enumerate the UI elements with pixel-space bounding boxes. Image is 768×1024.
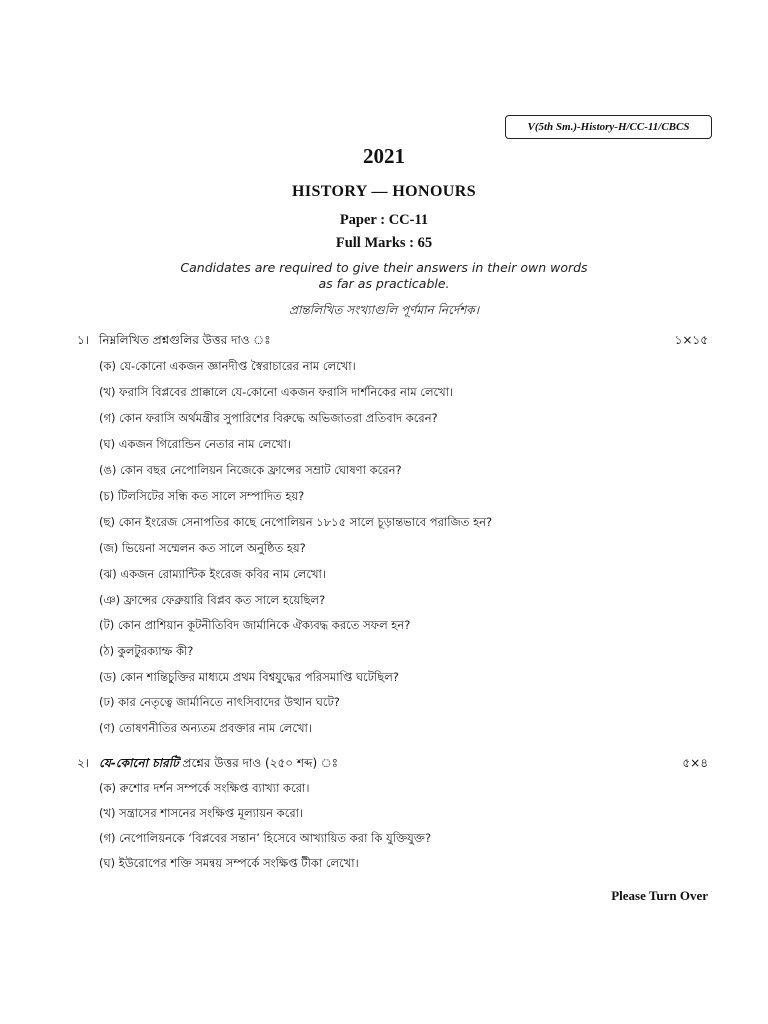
q1-item: (ট) কোন প্রাশিয়ান কূটনীতিবিদ জার্মানিকে ঐক্যবদ্ধ করতে সফল হন? [99,618,411,632]
q1-item: (চ) টিলসিটের সন্ধি কত সালে সম্পাদিত হয়? [99,489,305,503]
q1-item: (ঘ) একজন গিরোন্ডিন নেতার নাম লেখো। [99,437,292,451]
question-2-emphasis: যে-কোনো চারটি [99,756,179,770]
q1-item: (ড) কোন শান্তিচুক্তির মাধ্যমে প্রথম বিশ্বযুদ্ধের পরিসমাপ্তি ঘটেছিল? [99,670,399,684]
q2-item: (খ) সন্ত্রাসের শাসনের সংক্ষিপ্ত মূল্যায়ন করো। [99,806,304,820]
question-2-heading [77,755,338,775]
q2-item: (ঘ) ইউরোপের শক্তি সমন্বয় সম্পর্কে সংক্ষিপ্ত টীকা লেখো। [99,856,359,870]
q1-item: (ছ) কোন ইংরেজ সেনাপতির কাছে নেপোলিয়ন ১৮১৫ সালে চূড়ান্তভাবে পরাজিত হন? [99,515,493,529]
question-2-prompt: প্রশ্নের উত্তর দাও (২৫০ শব্দ) ঃ [178,756,339,770]
instruction-line-1: Candidates are required to give their answers in their own words [180,260,588,275]
question-1-prompt: নিম্নলিখিত প্রশ্নগুলির উত্তর দাও ঃ [99,333,271,347]
q1-item: (ঢ) কার নেতৃত্বে জার্মানিতে নাৎসিবাদের উত্থান ঘটে? [99,695,340,709]
q1-item: (ঠ) কুলটুরক্যাম্ফ কী? [99,644,194,658]
q1-item: (জ) ভিয়েনা সম্মেলন কত সালে অনুষ্ঠিত হয়? [99,541,306,555]
instructions [0,260,768,292]
paper-code-box: V(5th Sm.)-History-H/CC-11/CBCS [505,115,712,139]
q1-item: (ণ) তোষণনীতির অন্যতম প্রবক্তার নাম লেখো। [99,721,312,735]
q2-item: (ক) রুশোর দর্শন সম্পর্কে সংক্ষিপ্ত ব্যাখ্যা করো। [99,781,310,795]
q1-item: (খ) ফরাসি বিপ্লবের প্রাক্কালে যে-কোনো একজন ফরাসি দার্শনিকের নাম লেখো। [99,385,454,399]
exam-year: 2021 [363,144,405,168]
q1-item: (ঙ) কোন বছর নেপোলিয়ন নিজেকে ফ্রান্সের সম্রাট ঘোষণা করেন? [99,463,402,477]
subject-title: HISTORY — HONOURS [291,183,477,200]
q1-item: (ক) যে-কোনো একজন জ্ঞানদীপ্ত স্বৈরাচারের নাম লেখো। [99,359,356,373]
question-1-number: ১। [77,333,90,347]
question-2-marks: ৫×৪ [682,756,708,770]
q1-item: (গ) কোন ফরাসি অর্থমন্ত্রীর সুপারিশের বিরুদ্ধে অভিজাতরা প্রতিবাদ করেন? [99,411,438,425]
instruction-line-2: as far as practicable. [318,276,450,291]
please-turn-over: Please Turn Over [611,888,708,903]
question-1-marks: ১×১৫ [674,333,708,347]
margin-marks-note: প্রান্তলিখিত সংখ্যাগুলি পূর্ণমান নির্দেশক। [288,303,479,317]
q1-item: (ঞ) ফ্রান্সের ফেব্রুয়ারি বিপ্লব কত সালে হয়েছিল? [99,593,326,607]
q2-item: (গ) নেপোলিয়নকে ‘বিপ্লবের সন্তান’ হিসেবে আখ্যায়িত করা কি যুক্তিযুক্ত? [99,831,432,845]
q1-item: (ঝ) একজন রোম্যান্টিক ইংরেজ কবির নাম লেখো। [99,567,326,581]
question-1-heading [77,332,271,352]
paper-number: Paper : CC-11 [339,212,429,228]
full-marks: Full Marks : 65 [335,235,433,251]
question-2-number: ২। [77,756,90,770]
